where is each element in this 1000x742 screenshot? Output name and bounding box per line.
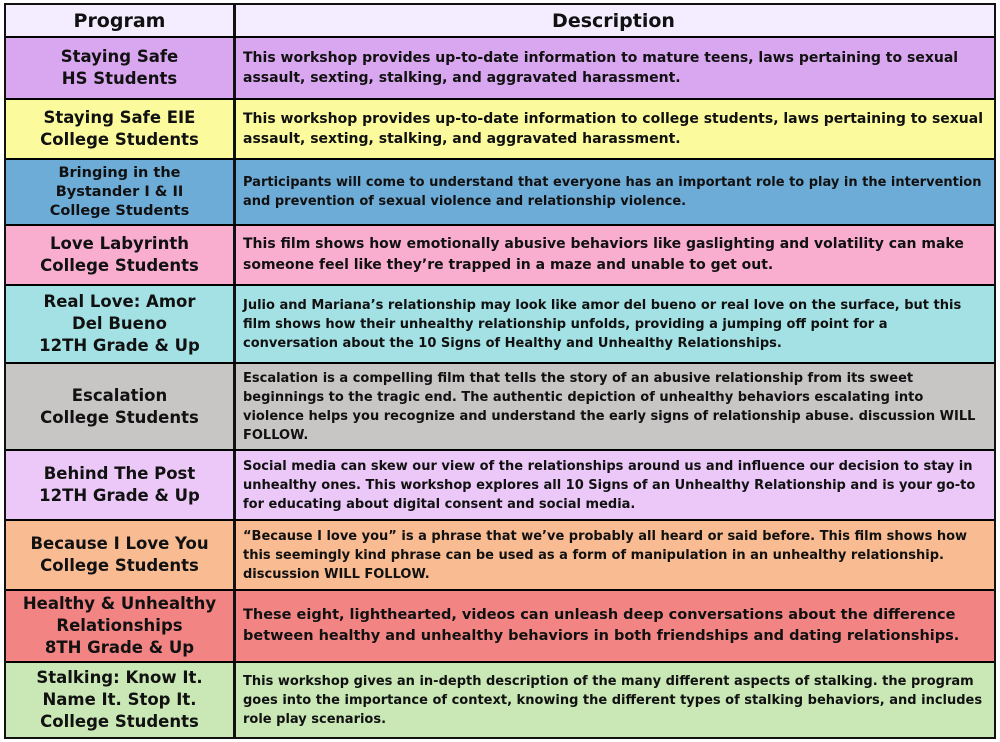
description-text: This workshop provides up-to-date information to mature teens, laws pertaining to sexual assault, sexting, stalking, and aggravated harassment. [243,50,959,86]
description-cell [236,100,994,158]
description-text: This workshop provides up-to-date information to college students, laws pertaining to sexual assault, sexting, stalking, and aggravated harassment. [243,111,984,147]
table-row [6,663,994,737]
program-line: College Students [40,712,199,731]
program-cell [6,226,236,284]
description-cell [236,521,994,589]
description-cell [236,591,994,661]
program-cell [6,591,236,661]
program-cell [6,100,236,158]
program-line: College Students [40,407,199,427]
program-line: 12TH Grade & Up [39,336,200,355]
table-row [6,364,994,449]
program-line: Name It. Stop It. [42,690,197,709]
description-text: Participants will come to understand that everyone has an important role to play in the intervention and prevention of sexual violence and relationship violence. [243,175,982,209]
program-line: Relationships [56,616,183,635]
description-text: “Because I love you” is a phrase that we’ve probably all heard or said before. This film shows how this seemingly kind phrase can be used as a form of manipulation in an unhealthy relationship. discussion WILL FOLLOW. [243,528,968,582]
program-cell [6,286,236,362]
table-row [6,286,994,362]
table-header-row [6,5,994,36]
program-line: Real Love: Amor [43,292,196,311]
program-cell [6,663,236,737]
description-text: These eight, lighthearted, videos can unleash deep conversations about the difference between healthy and unhealthy behaviors in both friendships and dating relationships. [243,607,960,644]
description-text: Escalation is a compelling film that tells the story of an abusive relationship from its sweet beginnings to the tragic end. The authentic depiction of unhealthy behaviors escalating into violence helps you recognize and understand the early signs of relationship abuse. discussion WILL FOLLOW. [243,370,976,443]
table-row [6,160,994,224]
description-text: Julio and Mariana’s relationship may look like amor del bueno or real love on the surface, but this film shows how their unhealthy relationship unfolds, providing a jumping off point for a conversation about the 10 Signs of Healthy and Unhealthy Relationships. [243,297,962,351]
program-line: Stalking: Know It. [36,668,203,687]
table-row [6,100,994,158]
description-cell [236,160,994,224]
description-text: Social media can skew our view of the relationships around us and influence our decision to stay in unhealthy ones. This workshop explores all 10 Signs of an Unhealthy Relationship and is your go-to for educating about digital consent and social media. [243,458,976,512]
description-cell [236,364,994,449]
description-cell [236,226,994,284]
program-line: Bringing in the [58,164,181,181]
table-row [6,591,994,661]
program-line: 12TH Grade & Up [39,486,200,505]
description-text: This film shows how emotionally abusive behaviors like gaslighting and volatility can make someone feel like they’re trapped in a maze and unable to get out. [243,236,964,273]
description-cell [236,38,994,98]
program-cell [6,38,236,98]
program-line: Love Labyrinth [50,234,189,253]
description-cell [236,286,994,362]
header-program: Program [6,5,236,36]
program-cell [6,160,236,224]
program-line: HS Students [61,69,178,88]
program-line: Bystander I & II [55,183,184,200]
program-line: Because I Love You [30,534,209,553]
program-line: College Students [40,130,199,149]
program-line: College Students [40,556,199,575]
program-line: Escalation [71,385,168,405]
table-row [6,226,994,284]
program-line: College Students [40,256,199,275]
program-line: Behind The Post [43,464,196,483]
header-description: Description [236,5,994,36]
programs-table [4,3,996,739]
description-text: This workshop gives an in-depth description of the many different aspects of stalking. the program goes into the importance of context, knowing the different types of stalking behaviors, and includes role play scenarios. [243,673,983,727]
program-line: College Students [49,202,190,219]
program-line: Staying Safe [60,47,179,66]
program-cell [6,521,236,589]
table-row [6,38,994,98]
program-line: Staying Safe EIE [43,108,196,127]
program-line: 8TH Grade & Up [44,638,195,657]
program-line: Del Bueno [72,314,167,333]
description-cell [236,451,994,519]
program-line: Healthy & Unhealthy [22,594,217,613]
description-cell [236,663,994,737]
program-cell [6,364,236,449]
table-row [6,521,994,589]
program-cell [6,451,236,519]
table-row [6,451,994,519]
